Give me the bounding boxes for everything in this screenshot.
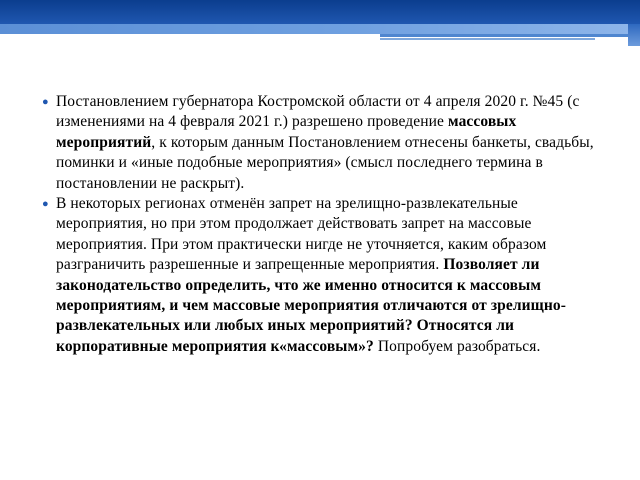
decorative-line	[380, 38, 595, 40]
slide-body	[42, 92, 607, 357]
bullet-text: , к которым данным Постановлением отнесены банкеты, свадьбы, поминки и «иные подобные мероприятия» (смысл последнего термина в постановлении не раскрыт).	[56, 133, 594, 192]
bullet-dot-icon: ●	[42, 198, 49, 211]
decorative-line	[380, 34, 640, 37]
bullet-text: Постановлением губернатора Костромской области от 4 апреля 2020 г. №45 (с изменениями на 4 февраля 2021 г.) разрешено проведение	[56, 93, 580, 131]
bullet-text: В некоторых регионах отменён запрет на зрелищно-развлекательные мероприятия, но при этом продолжает действовать запрет на массовые мероприятия. При этом практически нигде не уточняется, каким образом разграничить разрешенные и запрещенные мероприятия.	[56, 195, 547, 274]
bullet-text-bold: Позволяет ли законодательство определить, что же именно относится к массовым мероприятиям, и чем массовые мероприятия отличаются от зрелищно-развлекательных или любых иных мероприятий? Относятся ли корпоративные мероприятия к«массовым»?	[56, 256, 566, 355]
header-stripe	[0, 24, 640, 34]
header-band	[0, 0, 640, 24]
bullet-text-bold: массовых мероприятий	[56, 113, 517, 151]
bullet-item	[42, 194, 607, 357]
bullet-dot-icon: ●	[42, 96, 49, 108]
bullet-item	[42, 92, 607, 194]
bullet-text: Попробуем разобраться.	[373, 337, 541, 355]
corner-accent	[628, 24, 640, 46]
